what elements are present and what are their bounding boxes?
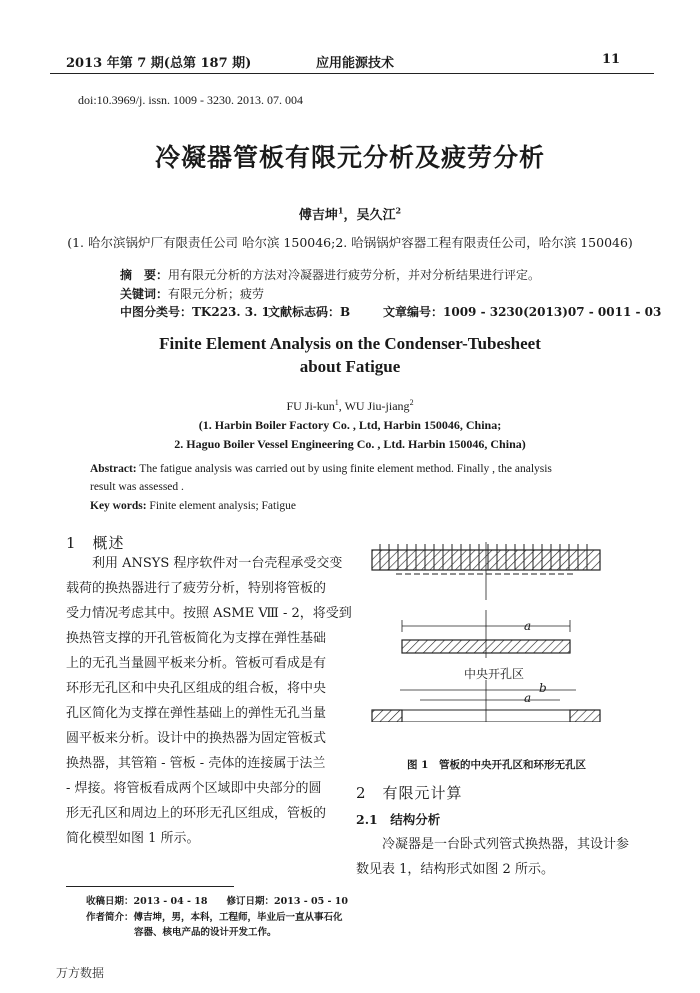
article-number: 文章编号：1009 - 3230(2013)07 - 0011 - 03 bbox=[383, 305, 662, 319]
figure-1-drawing bbox=[366, 540, 606, 722]
section-1-line: 圆平板来分析。设计中的换热器为固定管板式 bbox=[66, 731, 327, 746]
zh-abstract bbox=[120, 266, 540, 283]
dimension-a-label: a bbox=[524, 619, 532, 633]
en-title-line2: about Fatigue bbox=[299, 357, 401, 376]
tubesheet-assembly bbox=[372, 542, 600, 600]
en-affiliation-1: (1. Harbin Boiler Factory Co. , Ltd, Harbin 150046, China; bbox=[198, 418, 502, 432]
section-1-heading: 1 概述 bbox=[66, 534, 125, 552]
section-2-heading: 2 有限元计算 bbox=[356, 784, 463, 802]
section-1-line: 简化模型如图 1 所示。 bbox=[66, 831, 200, 846]
en-abstract-line1 bbox=[90, 463, 552, 475]
issue-info: 2013 年第 7 期(总第 187 期) bbox=[66, 56, 252, 71]
en-title-line1: Finite Element Analysis on the Condenser-Tubesheet bbox=[159, 334, 541, 353]
section-1-line: 换热管支撑的开孔管板简化为支撑在弹性基础 bbox=[66, 631, 327, 646]
dimension-a2-label: a bbox=[524, 691, 532, 705]
author-1-sup: 1 bbox=[337, 205, 344, 216]
section-2-line: 数见表 1，结构形式如图 2 所示。 bbox=[356, 862, 554, 877]
section-2-body bbox=[356, 832, 646, 882]
en-author-1: FU Ji-kun bbox=[286, 399, 335, 413]
dimension-b-label: b bbox=[539, 681, 547, 695]
central-hole-label: 中央开孔区 bbox=[464, 667, 525, 681]
section-1-line: 换热器，其管箱 - 管板 - 壳体的连接属于法兰 bbox=[66, 756, 326, 771]
footnote-dates: 收稿日期：2013 - 04 - 18 修订日期：2013 - 05 - 10 bbox=[86, 896, 348, 907]
section-1-line: 利用 ANSYS 程序软件对一台壳程承受交变 bbox=[66, 556, 343, 571]
zh-keywords-text: 有限元分析；疲劳 bbox=[168, 287, 265, 301]
section-1-line: - 焊接。将管板看成两个区域即中央部分的圆 bbox=[66, 781, 322, 796]
zh-authors: 傅吉坤$^1$，吴久江$^2$ bbox=[298, 205, 402, 223]
author-2-sup: 2 bbox=[395, 205, 402, 216]
section-1-line: 形无孔区和周边上的环形无孔区组成，管板的 bbox=[66, 806, 327, 821]
section-2-1-heading: 2.1 结构分析 bbox=[356, 812, 441, 827]
en-keywords-text: Finite element analysis; Fatigue bbox=[146, 500, 297, 512]
en-abstract-text-1: The fatigue analysis was carried out by using finite element method. Finally , the analysis bbox=[136, 463, 552, 475]
section-1-line: 孔区简化为支撑在弹性基础上的弹性无孔当量 bbox=[66, 706, 327, 721]
footnote-rule bbox=[66, 886, 234, 887]
zh-abstract-text: 用有限元分析的方法对冷凝器进行疲劳分析，并对分析结果进行评定。 bbox=[168, 268, 541, 282]
section-1-line: 上的无孔当量圆平板来分析。管板可看成是有 bbox=[66, 656, 327, 671]
footnote-bio-2: 容器、核电产品的设计开发工作。 bbox=[134, 927, 277, 938]
zh-affiliation: (1. 哈尔滨锅炉厂有限责任公司 哈尔滨 150046;2. 哈锅锅炉容器工程有限责任公司，哈尔滨 150046) bbox=[67, 235, 633, 250]
en-abstract-line2: result was assessed . bbox=[90, 481, 184, 493]
header-rule bbox=[50, 73, 654, 74]
doi: doi:10.3969/j. issn. 1009 - 3230. 2013. 07. 004 bbox=[78, 93, 304, 107]
en-keywords bbox=[90, 500, 296, 512]
zh-abstract-label: 摘 要： bbox=[120, 268, 169, 282]
zh-keywords bbox=[120, 285, 264, 302]
page-title: 冷凝器管板有限元分析及疲劳分析 bbox=[154, 143, 545, 172]
figure-1 bbox=[366, 540, 606, 722]
section-1-line: 载荷的换热器进行了疲劳分析，特别将管板的 bbox=[66, 581, 327, 596]
en-author-2-sup: 2 bbox=[409, 398, 414, 407]
zh-keywords-label: 关键词： bbox=[120, 287, 169, 301]
en-abstract-label: Abstract: bbox=[90, 463, 137, 475]
watermark: 万方数据 bbox=[56, 966, 105, 980]
journal-name: 应用能源技术 bbox=[316, 56, 395, 71]
en-author-2: , WU Jiu-jiang bbox=[338, 399, 410, 413]
central-perforated-plate bbox=[402, 610, 570, 658]
footnote-bio-1: 作者简介：傅吉坤，男，本科，工程师，毕业后一直从事石化 bbox=[86, 912, 343, 923]
en-affiliation-2: 2. Haguo Boiler Vessel Engineering Co. , Ltd. Harbin 150046, China) bbox=[174, 437, 526, 451]
section-2-line: 冷凝器是一台卧式列管式换热器，其设计参 bbox=[356, 837, 630, 852]
section-1-body bbox=[66, 551, 351, 851]
figure-1-caption: 图 1 管板的中央开孔区和环形无孔区 bbox=[407, 759, 586, 771]
clc-number: 中图分类号：TK223. 3. 1 bbox=[120, 305, 270, 319]
page-number: 11 bbox=[602, 52, 621, 67]
author-1: 傅吉坤 bbox=[298, 208, 338, 223]
section-1-line: 环形无孔区和中央孔区组成的组合板，将中央 bbox=[66, 681, 327, 696]
doc-code: 文献标志码：B bbox=[268, 305, 351, 319]
en-author-1-sup: 1 bbox=[334, 398, 339, 407]
annular-plate bbox=[372, 680, 600, 722]
section-1-line: 受力情况考虑其中。按照 ASME Ⅷ - 2，将受到 bbox=[66, 606, 352, 621]
en-authors bbox=[0, 398, 700, 414]
author-2: 吴久江 bbox=[356, 208, 396, 223]
en-keywords-label: Key words: bbox=[90, 500, 147, 512]
